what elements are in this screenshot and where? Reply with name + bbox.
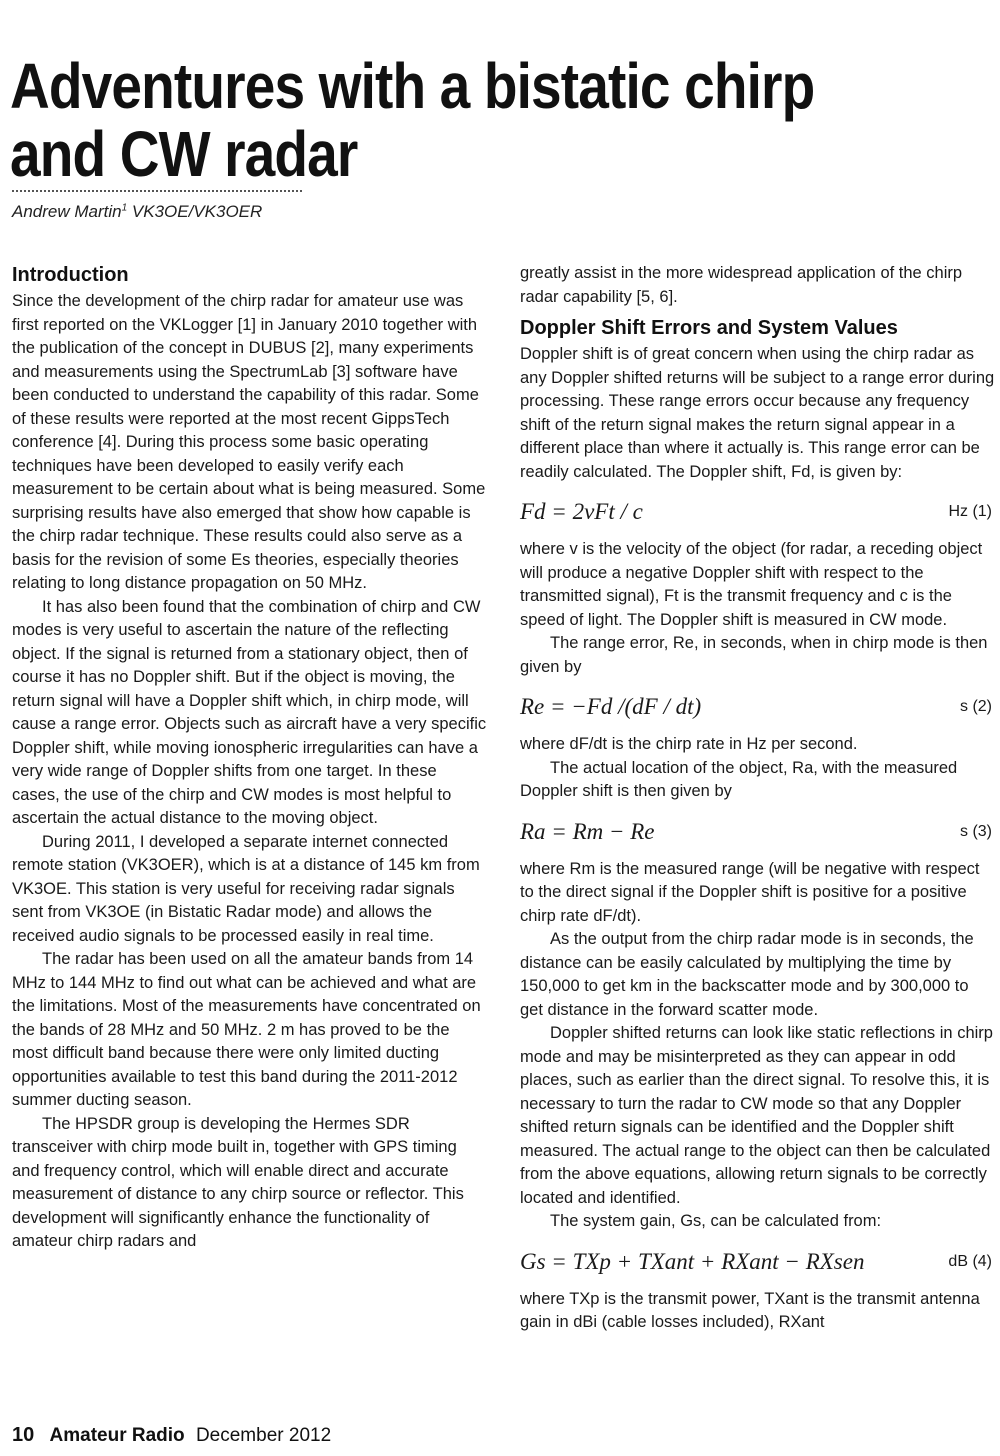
paragraph: During 2011, I developed a separate internet connected remote station (VK3OER), which is at a distance of 145 km from VK3OE. This station is very useful for receiving radar signals sent from VK3OE (in Bistatic Radar mode) and allows the received audio signals to be processed easily in real time. [12, 832, 480, 945]
equation-formula: Gs = TXp + TXant + RXant − RXsen [520, 1248, 865, 1274]
paragraph: where v is the velocity of the object (for radar, a receding object will produce a negative Doppler shift with respect to the transmitted signal), Ft is the transmit frequency and c is the speed of light. The Doppler shift is measured in CW mode. [520, 540, 983, 629]
issue-date: December 2012 [195, 1425, 332, 1446]
paragraph: The actual location of the object, Ra, with the measured Doppler shift is then given by [520, 758, 958, 800]
equation-formula: Ra = Rm − Re [520, 818, 655, 844]
paragraph: As the output from the chirp radar mode is in seconds, the distance can be easily calculated by multiplying the time by 150,000 to get km in the backscatter mode and by 300,000 to get distance in the forward scatter mode. [520, 930, 974, 1019]
paragraph: The range error, Re, in seconds, when in chirp mode is then given by [520, 634, 988, 676]
equation-unit: s (2) [960, 698, 992, 716]
author-callsigns: VK3OE/VK3OER [131, 202, 263, 221]
section-heading-doppler: Doppler Shift Errors and System Values [520, 317, 898, 339]
paragraph: where Rm is the measured range (will be negative with respect to the direct signal if the Doppler shift is positive for a positive chirp rate dF/dt). [520, 859, 980, 925]
right-column [520, 262, 996, 1335]
equation-unit: Hz (1) [948, 503, 992, 521]
title-rule [12, 190, 302, 192]
equation-formula: Fd = 2vFt / c [520, 499, 643, 525]
article-title: Adventures with a bistatic chirp and CW radar [10, 50, 815, 190]
author-line [12, 202, 262, 222]
equation-formula: Re = −Fd /(dF / dt) [520, 694, 702, 720]
equation-unit: s (3) [960, 822, 992, 840]
author-footnote-mark: 1 [121, 202, 128, 214]
equation-4 [520, 1244, 996, 1280]
paragraph: The radar has been used on all the amateur bands from 14 MHz to 144 MHz to find out what can be achieved and what are the limitations. Most of the measurements have concentrated on the bands of 28 MHz and 50 MHz. 2 m has proved to be the most difficult band because there were only limited ducting opportunities available to test this band during the 2011-2012 summer ducting season. [12, 950, 481, 1109]
left-column [12, 262, 488, 1254]
equation-2 [520, 689, 996, 725]
paragraph: Doppler shift is of great concern when using the chirp radar as any Doppler shifted returns will be subject to a range error during processing. These range errors occur because any frequency shift of the return signal makes the return signal appear in a different place than where it actually is. This range error can be readily calculated. The Doppler shift, Fd, is given by: [520, 345, 995, 481]
paragraph: where TXp is the transmit power, TXant is the transmit antenna gain in dBi (cable losses included), RXant [520, 1289, 980, 1331]
magazine-name: Amateur Radio [49, 1425, 185, 1446]
paragraph: where dF/dt is the chirp rate in Hz per second. [520, 735, 858, 753]
paragraph: Since the development of the chirp radar for amateur use was first reported on the VKLogger [1] in January 2010 together with the publication of the concept in DUBUS [2], many experiments and measurements using the SpectrumLab [3] software have been conducted to understand the capability of this radar. Some of these results were reported at the most recent GippsTech conference [4]. During this process some basic operating techniques have been developed to easily verify each measurement to be certain about what is being measured. Some surprising results have also emerged that show how capable is the chirp radar technique. These results could also serve as a basis for the revision of some Es theories, especially theories relating to long distance propagation on 50 MHz. [12, 292, 486, 592]
page-footer [12, 1424, 331, 1447]
paragraph: The system gain, Gs, can be calculated from: [550, 1212, 882, 1230]
paragraph-continuation: greatly assist in the more widespread application of the chirp radar capability [5, 6]. [520, 264, 963, 306]
equation-unit: dB (4) [948, 1252, 992, 1270]
section-heading-introduction: Introduction [12, 264, 129, 286]
page-number: 10 [12, 1424, 35, 1446]
equation-3 [520, 814, 996, 850]
equation-1 [520, 494, 996, 530]
paragraph: It has also been found that the combination of chirp and CW modes is very useful to ascertain the nature of the reflecting object. If the signal is returned from a stationary object, then of course it has no Doppler shift. But if the object is moving, the return signal will have a Doppler shift which, in chirp mode, will cause a range error. Objects such as aircraft have a very specific Doppler shift, while moving ionospheric irregularities can have a very wide range of Doppler shifts from one target. In these cases, the use of the chirp and CW modes is most helpful to ascertain the actual distance to the moving object. [12, 597, 487, 827]
paragraph: The HPSDR group is developing the Hermes SDR transceiver with chirp mode built in, together with GPS timing and frequency control, which will enable direct and accurate measurement of distance to any chirp source or reflector. This development will significantly enhance the functionality of amateur chirp radars and [12, 1114, 464, 1250]
author-name: Andrew Martin [12, 202, 122, 221]
paragraph: Doppler shifted returns can look like static reflections in chirp mode and may be misinterpreted as they can appear in odd places, such as earlier than the direct signal. To resolve this, it is necessary to turn the radar to CW mode so that any Doppler shifted return signals can be identified and the Doppler shift measured. The actual range to the object can then be calculated from the above equations, allowing return signals to be correctly located and identified. [520, 1024, 993, 1207]
